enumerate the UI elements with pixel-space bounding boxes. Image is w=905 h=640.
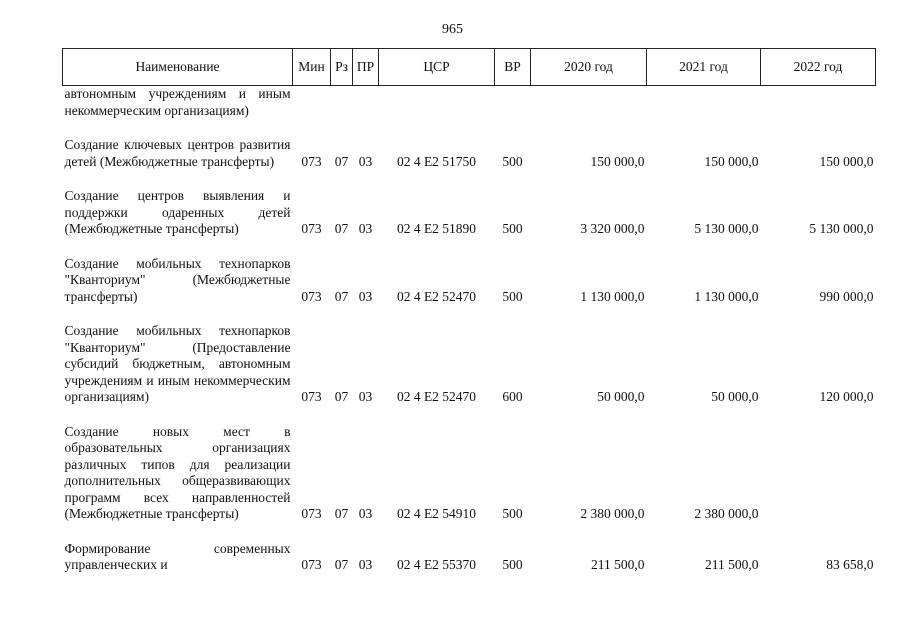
row-2020 xyxy=(531,86,647,120)
row-pr: 03 xyxy=(358,389,373,404)
row-min: 073 xyxy=(301,389,322,404)
row-vr xyxy=(495,86,531,120)
table-row xyxy=(63,170,876,238)
row-pr: 03 xyxy=(358,288,373,304)
page-number: 965 xyxy=(442,22,463,37)
row-rz: 07 xyxy=(334,221,349,236)
table-row xyxy=(63,86,876,120)
row-csr: 02 4 E2 55370 xyxy=(396,557,477,572)
row-pr: 03 xyxy=(358,506,373,521)
table-row xyxy=(63,305,876,406)
row-min: 073 xyxy=(301,221,322,236)
table-header-row xyxy=(63,49,876,86)
row-csr: 02 4 E2 51890 xyxy=(396,221,477,236)
row-2021: 211 500,0 xyxy=(705,557,759,572)
header-rz: Рз xyxy=(331,49,353,86)
row-csr: 02 4 E2 51750 xyxy=(396,153,477,169)
row-pr: 03 xyxy=(358,221,373,236)
header-min: Мин xyxy=(293,49,331,86)
row-2022: 5 130 000,0 xyxy=(809,221,874,236)
row-vr: 500 xyxy=(502,153,523,169)
header-pr: ПР xyxy=(353,49,379,86)
row-min: 073 xyxy=(301,153,322,169)
row-2020: 1 130 000,0 xyxy=(580,288,645,304)
row-2022: 990 000,0 xyxy=(819,288,874,304)
row-vr: 500 xyxy=(502,221,523,236)
row-2021: 50 000,0 xyxy=(711,389,759,404)
header-name: Наименование xyxy=(63,49,293,86)
header-2020: 2020 год xyxy=(531,49,647,86)
header-2022: 2022 год xyxy=(761,49,876,86)
row-min: 073 xyxy=(301,288,322,304)
row-min: 073 xyxy=(301,557,322,572)
row-2021: 2 380 000,0 xyxy=(694,506,759,521)
row-name: Создание центров выявления и поддержки одаренных детей (Межбюджетные трансферты) xyxy=(64,188,291,236)
row-vr: 600 xyxy=(502,389,523,404)
table-row xyxy=(63,523,876,574)
row-name: Создание ключевых центров развития детей (Межбюджетные трансферты) xyxy=(64,137,291,169)
row-2020: 211 500,0 xyxy=(591,557,645,572)
row-csr: 02 4 E2 52470 xyxy=(396,288,477,304)
row-csr xyxy=(379,86,495,120)
row-rz: 07 xyxy=(334,557,349,572)
row-2020: 3 320 000,0 xyxy=(580,221,645,236)
row-2020: 150 000,0 xyxy=(590,153,645,169)
row-2022: 150 000,0 xyxy=(819,153,874,169)
row-2021: 150 000,0 xyxy=(704,153,759,169)
header-vr: ВР xyxy=(495,49,531,86)
row-rz: 07 xyxy=(334,288,349,304)
row-2022: 83 658,0 xyxy=(826,557,874,572)
row-2022: 120 000,0 xyxy=(819,389,874,404)
row-name: Создание новых мест в образовательных организациях различных типов для реализации дополнительных общеразвивающих программ всех направленностей (Межбюджетные трансферты) xyxy=(64,423,291,521)
row-min: 073 xyxy=(301,506,322,521)
table-row xyxy=(63,238,876,306)
row-name: Формирование современных управленческих и xyxy=(64,540,291,572)
row-2020: 2 380 000,0 xyxy=(580,506,645,521)
row-2022 xyxy=(761,406,876,523)
header-2021: 2021 год xyxy=(647,49,761,86)
budget-table xyxy=(62,48,876,574)
row-rz xyxy=(331,86,353,120)
row-2021: 1 130 000,0 xyxy=(694,288,759,304)
row-csr: 02 4 E2 54910 xyxy=(396,506,477,521)
row-vr: 500 xyxy=(502,557,523,572)
row-rz: 07 xyxy=(334,153,349,169)
table-row xyxy=(63,119,876,170)
row-2021 xyxy=(647,86,761,120)
row-pr xyxy=(353,86,379,120)
row-rz: 07 xyxy=(334,506,349,521)
row-2020: 50 000,0 xyxy=(597,389,645,404)
table-row xyxy=(63,406,876,523)
row-vr: 500 xyxy=(502,288,523,304)
row-2021: 5 130 000,0 xyxy=(694,221,759,236)
row-name: автономным учреждениям и иным некоммерческим организациям) xyxy=(64,86,291,118)
row-name: Создание мобильных технопарков "Кванториум" (Предоставление субсидий бюджетным, автономным учреждениям и иным некоммерческим организациям) xyxy=(64,323,291,404)
row-name: Создание мобильных технопарков "Кванториум" (Межбюджетные трансферты) xyxy=(64,255,291,304)
row-vr: 500 xyxy=(502,506,523,521)
row-csr: 02 4 E2 52470 xyxy=(396,389,477,404)
row-pr: 03 xyxy=(358,153,373,169)
row-pr: 03 xyxy=(358,557,373,572)
header-csr: ЦСР xyxy=(379,49,495,86)
row-min xyxy=(293,86,331,120)
row-rz: 07 xyxy=(334,389,349,404)
row-2022 xyxy=(761,86,876,120)
